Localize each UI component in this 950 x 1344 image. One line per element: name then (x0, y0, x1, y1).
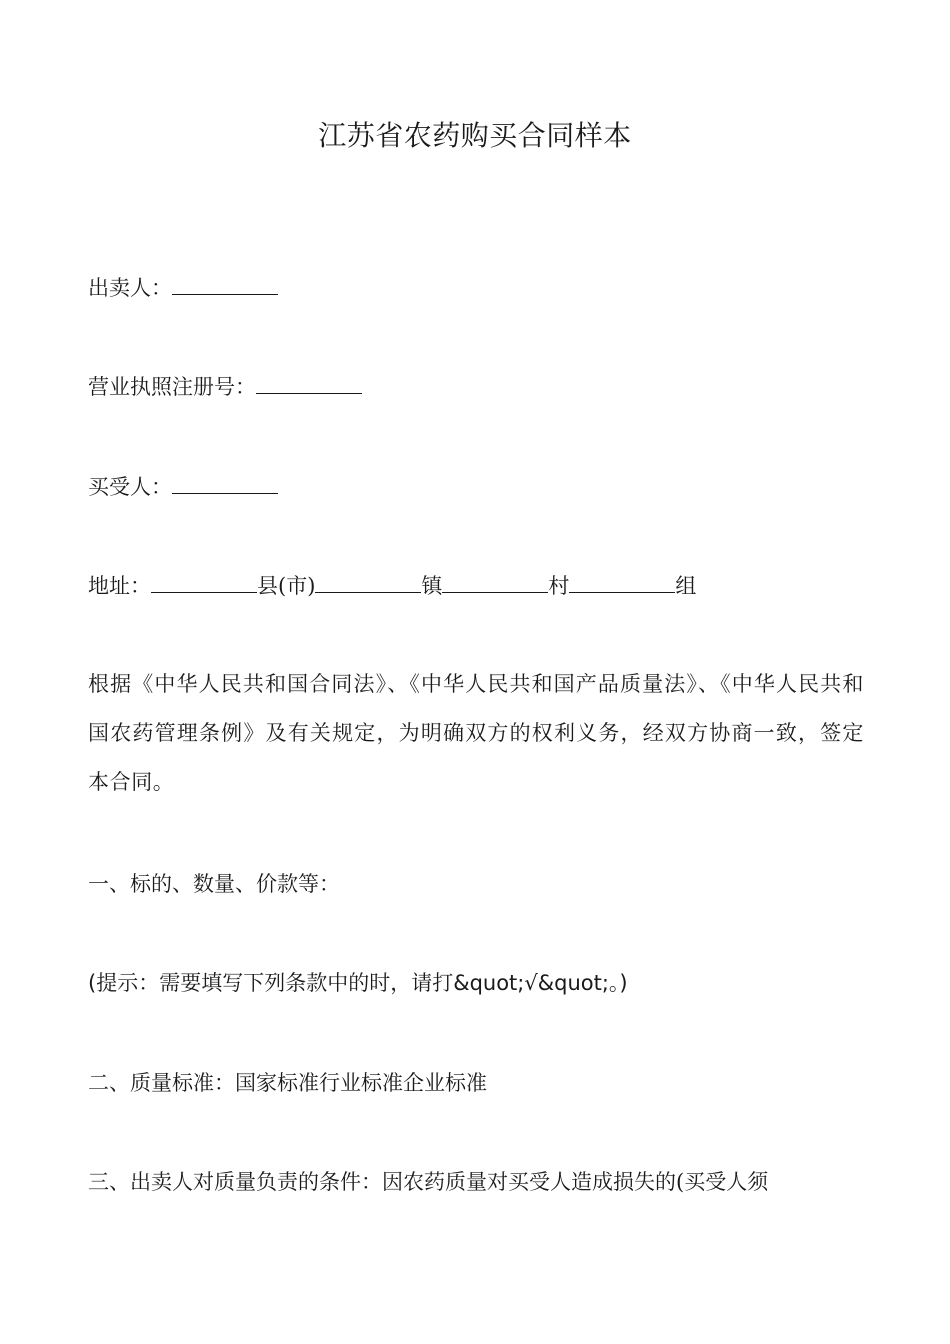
address-group-blank (569, 570, 675, 593)
license-blank (256, 371, 362, 394)
address-village-blank (442, 570, 548, 593)
address-town-blank (315, 570, 421, 593)
address-town-label: 镇 (421, 574, 443, 598)
seller-blank (172, 272, 278, 295)
section-2: 二、质量标准：国家标准行业标准企业标准 (88, 1071, 487, 1095)
address-village-label: 村 (548, 574, 570, 598)
hint-line: (提示：需要填写下列条款中的时，请打&quot;√&quot;。) (88, 971, 628, 995)
address-county-label: 县(市) (257, 574, 316, 598)
seller-line (88, 272, 868, 303)
address-group-label: 组 (675, 574, 697, 598)
document-title: 江苏省农药购买合同样本 (318, 119, 632, 152)
license-line (88, 371, 868, 402)
buyer-line (88, 471, 868, 502)
license-label: 营业执照注册号： (88, 375, 256, 399)
address-label: 地址： (88, 574, 151, 598)
buyer-blank (172, 471, 278, 494)
address-line (88, 570, 868, 601)
intro-paragraph: 根据《中华人民共和国合同法》、《中华人民共和国产品质量法》、《中华人民共和国农药管理条例》及有关规定，为明确双方的权利义务，经双方协商一致，签定本合同。 (88, 672, 864, 794)
buyer-label: 买受人： (88, 475, 172, 499)
address-county-blank (151, 570, 257, 593)
section-3: 三、出卖人对质量负责的条件：因农药质量对买受人造成损失的(买受人须 (88, 1170, 769, 1194)
seller-label: 出卖人： (88, 276, 172, 300)
section-1: 一、标的、数量、价款等： (88, 872, 340, 896)
